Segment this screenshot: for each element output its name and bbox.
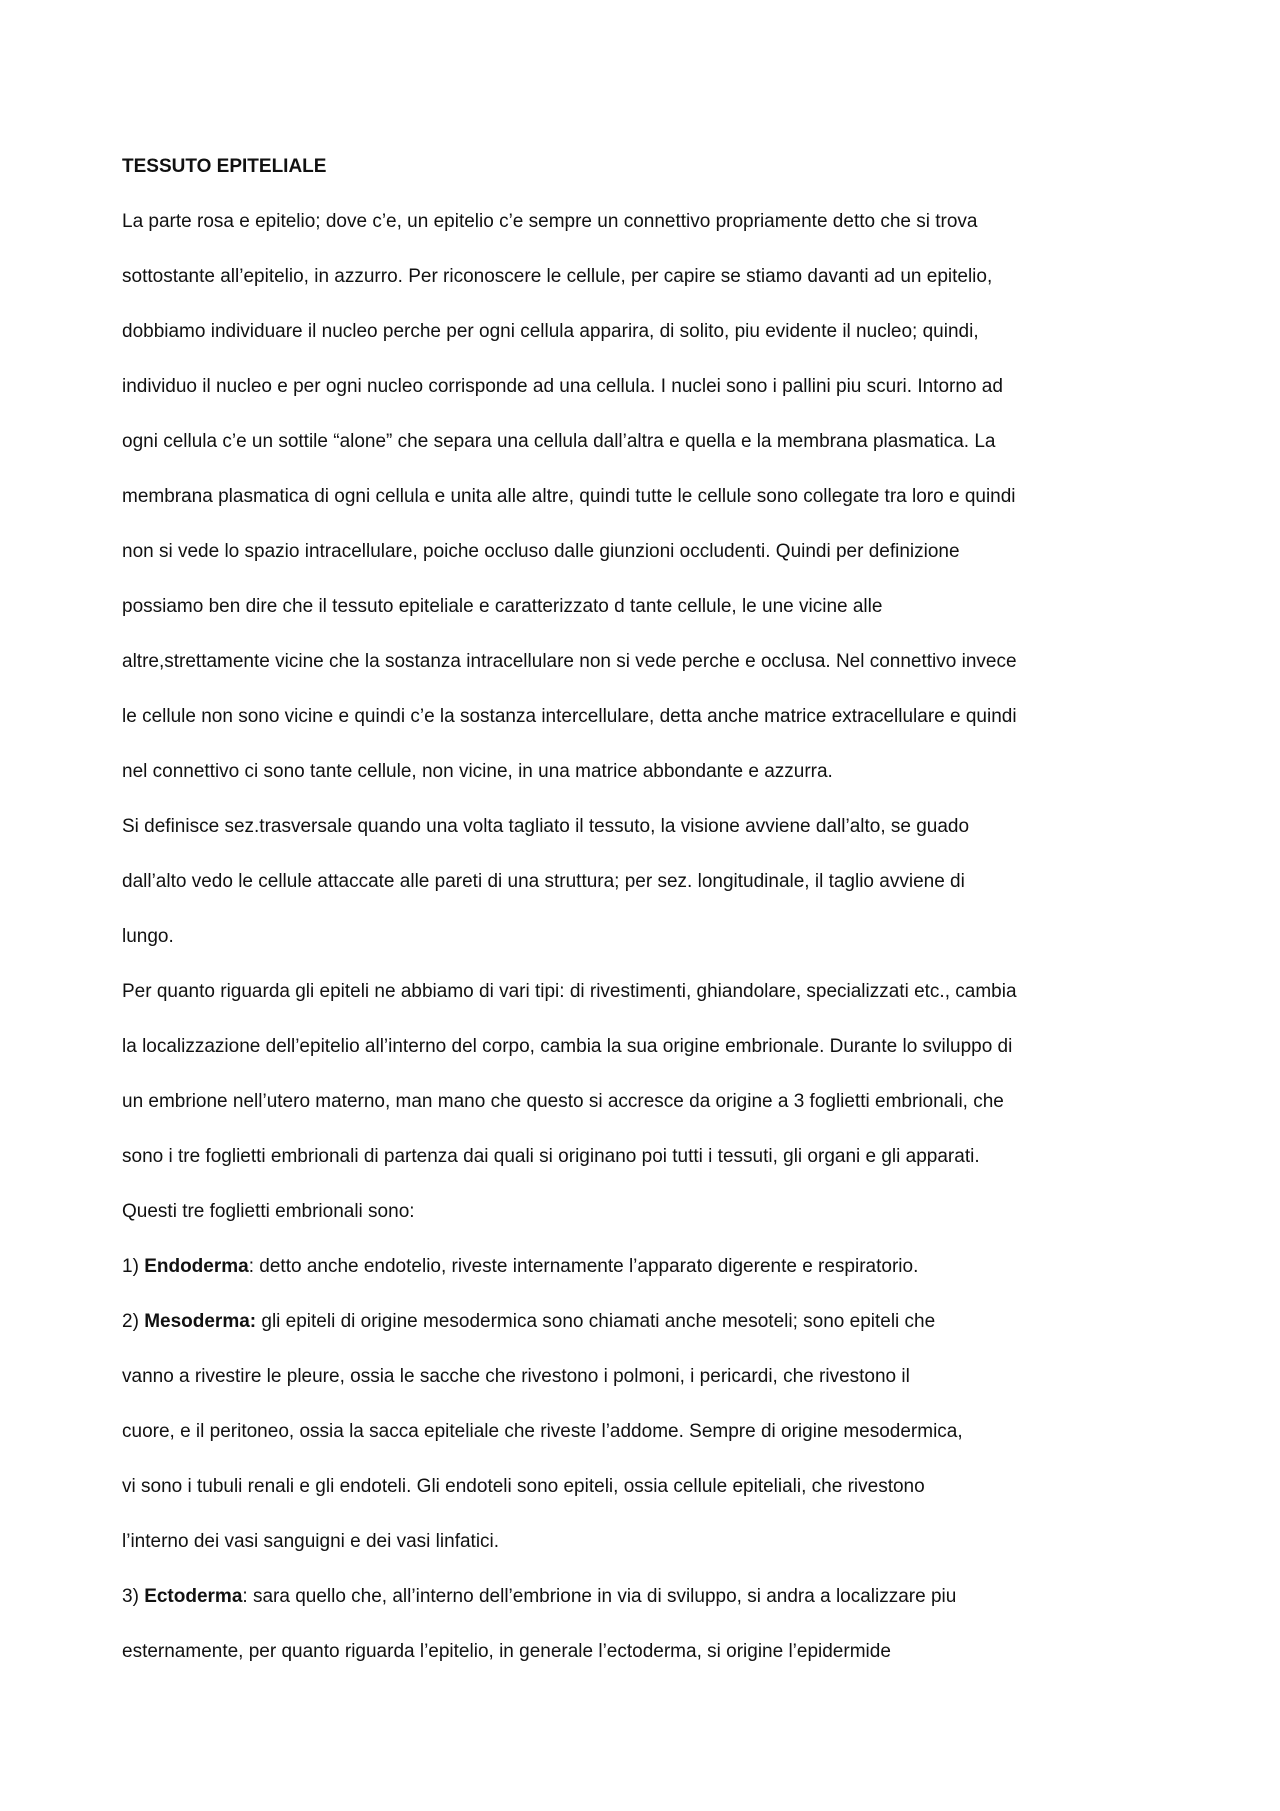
paragraph-line: le cellule non sono vicine e quindi c’e la sostanza intercellulare, detta anche matrice extracellulare e quindi [122,706,1017,727]
list-text: : detto anche endotelio, riveste internamente l’apparato digerente e respiratorio. [248,1256,919,1277]
list-item-endoderma [122,1255,918,1279]
paragraph-line: Questi tre foglietti embrionali sono: [122,1201,415,1222]
paragraph-line: sottostante all’epitelio, in azzurro. Per riconoscere le cellule, per capire se stiamo davanti ad un epitelio, [122,266,993,287]
paragraph-line: altre,strettamente vicine che la sostanza intracellulare non si vede perche e occlusa. Nel connettivo invece [122,651,1017,672]
list-term: Endoderma [144,1256,249,1277]
paragraph-line: non si vede lo spazio intracellulare, poiche occluso dalle giunzioni occludenti. Quindi per definizione [122,541,960,562]
paragraph-line: l’interno dei vasi sanguigni e dei vasi linfatici. [122,1531,500,1552]
list-item-ectoderma [122,1585,956,1609]
paragraph-line: nel connettivo ci sono tante cellule, non vicine, in una matrice abbondante e azzurra. [122,761,833,782]
list-number: 2) [122,1311,145,1332]
paragraph-line: possiamo ben dire che il tessuto epiteliale e caratterizzato d tante cellule, le une vicine alle [122,596,883,617]
paragraph-line: un embrione nell’utero materno, man mano che questo si accresce da origine a 3 foglietti embrionali, che [122,1091,1004,1112]
paragraph-line: individuo il nucleo e per ogni nucleo corrisponde ad una cellula. I nuclei sono i pallini piu scuri. Intorno ad [122,376,1003,397]
paragraph-line: Per quanto riguarda gli epiteli ne abbiamo di vari tipi: di rivestimenti, ghiandolare, specializzati etc., cambia [122,981,1017,1002]
list-number: 3) [122,1586,145,1607]
document-title: TESSUTO EPITELIALE [122,156,327,177]
list-item-mesoderma [122,1310,935,1334]
paragraph-line: sono i tre foglietti embrionali di partenza dai quali si originano poi tutti i tessuti, gli organi e gli apparati. [122,1146,980,1167]
list-term: Ectoderma [144,1586,243,1607]
paragraph-line: La parte rosa e epitelio; dove c’e, un epitelio c’e sempre un connettivo propriamente detto che si trova [122,211,978,232]
paragraph-line: la localizzazione dell’epitelio all’interno del corpo, cambia la sua origine embrionale. Durante lo sviluppo di [122,1036,1013,1057]
paragraph-line: vi sono i tubuli renali e gli endoteli. Gli endoteli sono epiteli, ossia cellule epiteliali, che rivestono [122,1476,925,1497]
list-term: Mesoderma: [144,1311,257,1332]
list-number: 1) [122,1256,145,1277]
paragraph-line: dobbiamo individuare il nucleo perche per ogni cellula apparira, di solito, piu evidente il nucleo; quindi, [122,321,979,342]
paragraph-line: vanno a rivestire le pleure, ossia le sacche che rivestono i polmoni, i pericardi, che rivestono il [122,1366,910,1387]
paragraph-line: dall’alto vedo le cellule attaccate alle pareti di una struttura; per sez. longitudinale, il taglio avviene di [122,871,965,892]
paragraph-line: esternamente, per quanto riguarda l’epitelio, in generale l’ectoderma, si origine l’epidermide [122,1641,891,1662]
paragraph-line: membrana plasmatica di ogni cellula e unita alle altre, quindi tutte le cellule sono collegate tra loro e quindi [122,486,1016,507]
paragraph-line: cuore, e il peritoneo, ossia la sacca epiteliale che riveste l’addome. Sempre di origine mesodermica, [122,1421,963,1442]
paragraph-line: ogni cellula c’e un sottile “alone” che separa una cellula dall’altra e quella e la membrana plasmatica. La [122,431,996,452]
list-text: : sara quello che, all’interno dell’embrione in via di sviluppo, si andra a localizzare piu [242,1586,957,1607]
paragraph-line: Si definisce sez.trasversale quando una volta tagliato il tessuto, la visione avviene dall’alto, se guado [122,816,970,837]
paragraph-line: lungo. [122,926,174,947]
list-text: gli epiteli di origine mesodermica sono chiamati anche mesoteli; sono epiteli che [256,1311,936,1332]
